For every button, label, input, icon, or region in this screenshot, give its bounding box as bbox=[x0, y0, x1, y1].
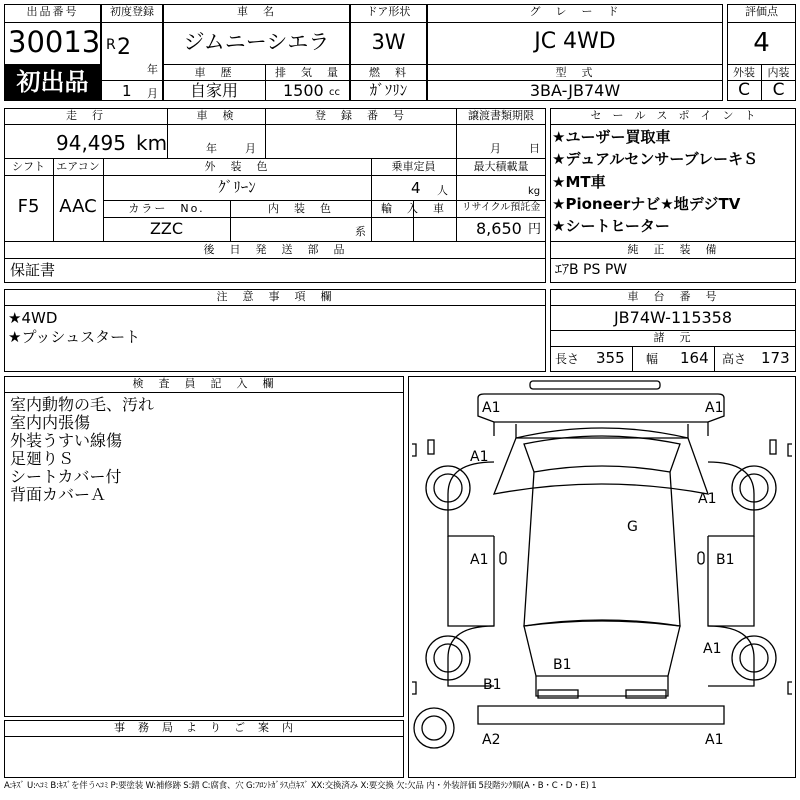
inspection-month-unit: 月 bbox=[245, 142, 256, 155]
inspector-line: 室内内張傷 bbox=[10, 413, 91, 432]
inspector-line: 足廻りＳ bbox=[10, 449, 75, 468]
equipment-value: ｴｱB PS PW bbox=[555, 262, 628, 278]
spec-label: 諸 元 bbox=[653, 331, 693, 344]
sales-point: ★Pioneerナビ★地デジTV bbox=[552, 195, 741, 213]
length-label: 長さ bbox=[555, 352, 580, 366]
grade-label: グ レ ー ド bbox=[529, 5, 621, 18]
seats-label: 乗車定員 bbox=[391, 160, 436, 173]
width-label: 幅 bbox=[646, 352, 659, 366]
color-no-label: カラー No. bbox=[128, 202, 205, 215]
damage-mark: A1 bbox=[698, 491, 717, 507]
model-label: 型 式 bbox=[555, 66, 595, 79]
inspector-label: 検 査 員 記 入 欄 bbox=[132, 377, 276, 390]
inspector-line: 室内動物の毛、汚れ bbox=[10, 395, 155, 414]
fuel-label: 燃 料 bbox=[369, 66, 408, 79]
later-parts-value: 保証書 bbox=[10, 261, 56, 279]
legend-text: A:ｷｽﾞ U:ﾍｺﾐ B:ｷｽﾞを伴うﾍｺﾐ P:要塗装 W:補修跡 S:錆 C:腐食、穴 G:ﾌﾛﾝﾄｶﾞﾗｽ点ｷｽﾞ XX:交換済み X:要交換 欠:欠品 内・外装評価 5段階ﾗﾝｸ順(A・B・C・D・E) 1 bbox=[4, 781, 597, 791]
ext-label: 外装 bbox=[733, 66, 755, 79]
era-letter: R bbox=[106, 37, 116, 53]
damage-mark: A1 bbox=[703, 641, 722, 657]
inspector-line: 外装うすい線傷 bbox=[10, 431, 123, 450]
notes-label: 注 意 事 項 欄 bbox=[216, 290, 334, 303]
int-color-label: 内 装 色 bbox=[268, 202, 333, 215]
reg-label: 初度登録 bbox=[110, 5, 154, 18]
lot-label: 出品番号 bbox=[26, 5, 79, 18]
damage-mark: A2 bbox=[482, 732, 501, 748]
sales-point: ★ユーザー買取車 bbox=[552, 128, 671, 146]
notes-line: ★4WD bbox=[8, 309, 58, 327]
era-year: 2 bbox=[117, 35, 131, 60]
damage-mark: B1 bbox=[483, 677, 502, 693]
inspector-line: シートカバー付 bbox=[10, 467, 122, 486]
seats-value: 4 bbox=[411, 179, 421, 197]
height-value: 173 bbox=[761, 349, 790, 367]
notes-line: ★プッシュスタート bbox=[8, 328, 141, 346]
shift-value: F5 bbox=[17, 196, 40, 217]
door-value: 3W bbox=[371, 30, 406, 54]
width-value: 164 bbox=[680, 349, 709, 367]
reg-no-label: 登 録 番 号 bbox=[315, 109, 406, 122]
damage-mark: A1 bbox=[482, 400, 501, 416]
car-diagram bbox=[408, 376, 796, 778]
mileage-unit: km bbox=[136, 131, 168, 155]
height-label: 高さ bbox=[722, 352, 747, 366]
damage-mark: A1 bbox=[705, 400, 724, 416]
recycle-unit: 円 bbox=[528, 222, 542, 237]
load-unit: kg bbox=[528, 186, 541, 197]
import-label: 輸 入 車 bbox=[381, 202, 446, 215]
damage-mark: A1 bbox=[470, 552, 489, 568]
sales-point: ★デュアルセンサーブレーキＳ bbox=[552, 150, 759, 168]
color-no-value: ZZC bbox=[149, 219, 184, 238]
grade-value: JC 4WD bbox=[534, 29, 616, 54]
history-label: 車 歴 bbox=[194, 66, 234, 79]
name-label: 車 名 bbox=[237, 5, 276, 18]
inspector-line: 背面カバーＡ bbox=[10, 485, 107, 504]
color-label: 外 装 色 bbox=[204, 160, 270, 173]
score-value: 4 bbox=[753, 28, 770, 58]
history-value: 自家用 bbox=[189, 81, 238, 100]
reg-month: 1 bbox=[122, 82, 132, 100]
mileage-value: 94,495 bbox=[56, 131, 126, 155]
seats-unit: 人 bbox=[437, 184, 448, 197]
fuel-value: ｶﾞｿﾘﾝ bbox=[369, 81, 408, 99]
shift-label: シフト bbox=[12, 160, 45, 173]
disp-label: 排 気 量 bbox=[275, 66, 340, 79]
year-unit: 年 bbox=[147, 63, 158, 76]
color-value: ｸﾞﾘｰﾝ bbox=[218, 178, 256, 196]
length-value: 355 bbox=[596, 349, 625, 367]
equipment-label: 純 正 装 備 bbox=[627, 243, 719, 256]
damage-mark: B1 bbox=[553, 657, 572, 673]
ext-grade: C bbox=[738, 80, 750, 100]
damage-mark: B1 bbox=[716, 552, 735, 568]
month-unit: 月 bbox=[147, 87, 158, 100]
int-grade: C bbox=[772, 80, 785, 100]
displacement: 1500 bbox=[283, 81, 324, 100]
doc-month-unit: 月 bbox=[490, 142, 501, 155]
damage-mark: A1 bbox=[470, 449, 489, 465]
score-label: 評価点 bbox=[745, 5, 778, 18]
damage-mark: A1 bbox=[705, 732, 724, 748]
model-value: 3BA-JB74W bbox=[529, 81, 621, 100]
later-parts-label: 後 日 発 送 部 品 bbox=[203, 243, 347, 256]
load-label: 最大積載量 bbox=[473, 160, 529, 173]
doc-label: 譲渡書類期限 bbox=[468, 109, 534, 122]
disp-unit: cc bbox=[329, 87, 340, 98]
chassis-label: 車 台 番 号 bbox=[627, 290, 719, 303]
int-label: 内装 bbox=[767, 66, 790, 79]
inspection-label: 車 検 bbox=[196, 109, 236, 122]
car-name: ジムニーシエラ bbox=[183, 30, 330, 54]
ac-value: AAC bbox=[59, 196, 97, 217]
office-label: 事 務 局 よ り ご 案 内 bbox=[114, 721, 294, 734]
first-listing-badge: 初出品 bbox=[5, 65, 100, 100]
sales-point: ★シートヒーター bbox=[552, 217, 670, 235]
doc-day-unit: 日 bbox=[529, 142, 540, 155]
recycle-value: 8,650 bbox=[476, 219, 522, 238]
inspection-year-unit: 年 bbox=[206, 142, 217, 155]
int-color-unit: 系 bbox=[355, 225, 366, 238]
sales-label: セ ー ル ス ポ イ ン ト bbox=[590, 109, 756, 122]
door-label: ドア形状 bbox=[366, 5, 411, 18]
lot-number: 30013 bbox=[8, 25, 101, 59]
mileage-label: 走 行 bbox=[66, 109, 105, 122]
ac-label: エアコン bbox=[56, 160, 100, 173]
chassis-number: JB74W-115358 bbox=[613, 308, 733, 327]
damage-mark: G bbox=[627, 519, 638, 535]
recycle-label: リサイクル預託金 bbox=[461, 202, 541, 213]
sales-point: ★MT車 bbox=[552, 173, 606, 191]
